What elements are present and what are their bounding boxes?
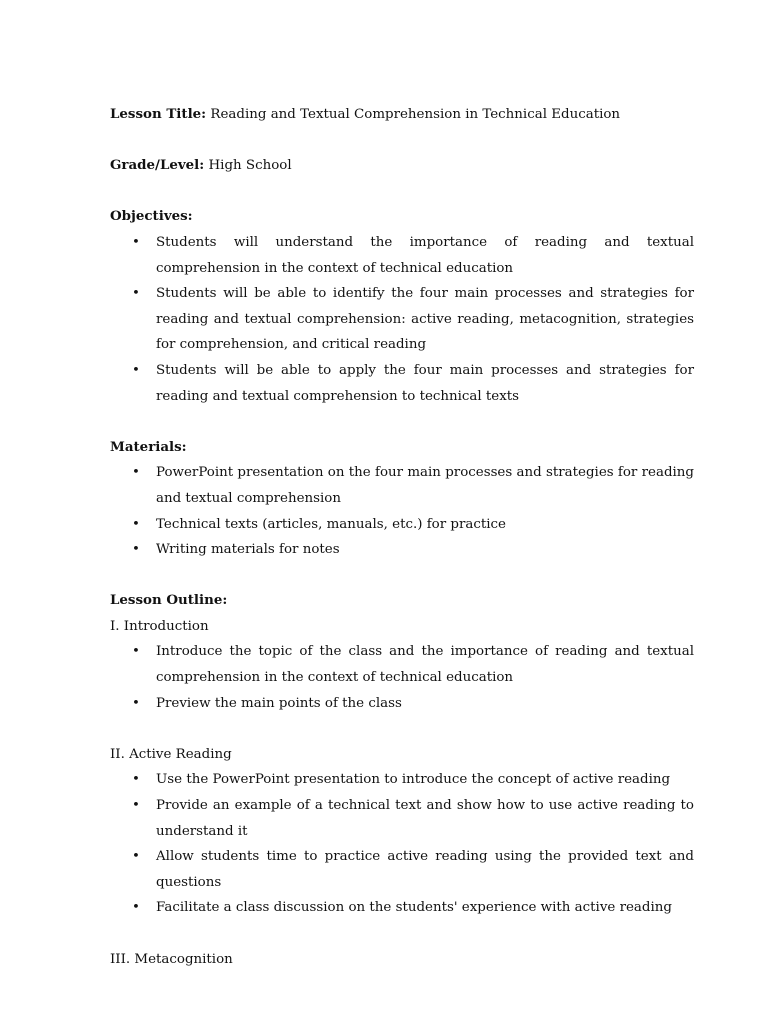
materials-heading: Materials: bbox=[110, 438, 187, 455]
bullet-icon: • bbox=[132, 234, 140, 250]
list-item: • Technical texts (articles, manuals, etc.) for practice bbox=[110, 512, 694, 538]
bullet-icon: • bbox=[132, 798, 140, 814]
list-item: • Provide an example of a technical text and show how to use active reading to understand it bbox=[110, 793, 694, 844]
bullet-icon: • bbox=[132, 849, 140, 865]
materials-list bbox=[110, 460, 694, 562]
bullet-icon: • bbox=[132, 465, 140, 481]
bullet-icon: • bbox=[132, 542, 140, 558]
list-item: • Use the PowerPoint presentation to introduce the concept of active reading bbox=[110, 767, 694, 793]
grade-level-line bbox=[110, 153, 694, 179]
list-item: • Students will be able to identify the four main processes and strategies for reading and textual comprehension: active reading, metacognition, strategies for comprehension, and critical reading bbox=[110, 281, 694, 358]
list-item: • Introduce the topic of the class and the importance of reading and textual comprehension in the context of technical education bbox=[110, 639, 694, 690]
list-item: • Preview the main points of the class bbox=[110, 691, 694, 717]
list-item: • Allow students time to practice active reading using the provided text and questions bbox=[110, 844, 694, 895]
bullet-icon: • bbox=[132, 695, 140, 711]
section-title-metacognition: III. Metacognition bbox=[110, 951, 233, 967]
document-body bbox=[110, 102, 694, 972]
bullet-icon: • bbox=[132, 286, 140, 302]
lesson-title-value: Reading and Textual Comprehension in Technical Education bbox=[210, 107, 621, 122]
section-title-introduction: I. Introduction bbox=[110, 618, 209, 634]
bullet-icon: • bbox=[132, 772, 140, 788]
lesson-outline-heading: Lesson Outline: bbox=[110, 592, 228, 609]
list-item: • Students will understand the importance of reading and textual comprehension in the context of technical education bbox=[110, 230, 694, 281]
list-item: • Writing materials for notes bbox=[110, 537, 694, 563]
objectives-heading: Objectives: bbox=[110, 208, 193, 225]
lesson-title-label: Lesson Title: bbox=[110, 106, 207, 122]
bullet-icon: • bbox=[132, 900, 140, 916]
active-reading-list bbox=[110, 767, 694, 921]
list-item: • PowerPoint presentation on the four main processes and strategies for reading and textual comprehension bbox=[110, 460, 694, 511]
grade-level-label: Grade/Level: bbox=[110, 157, 205, 174]
bullet-icon: • bbox=[132, 362, 140, 378]
lesson-title-line bbox=[110, 102, 694, 128]
section-title-active-reading: II. Active Reading bbox=[110, 746, 232, 762]
list-item: • Facilitate a class discussion on the students' experience with active reading bbox=[110, 895, 694, 921]
objectives-list bbox=[110, 230, 694, 409]
bullet-icon: • bbox=[132, 516, 140, 532]
grade-level-value: High School bbox=[208, 158, 292, 174]
list-item: • Students will be able to apply the four main processes and strategies for reading and textual comprehension to technical texts bbox=[110, 358, 694, 409]
introduction-list bbox=[110, 639, 694, 716]
bullet-icon: • bbox=[132, 644, 140, 660]
